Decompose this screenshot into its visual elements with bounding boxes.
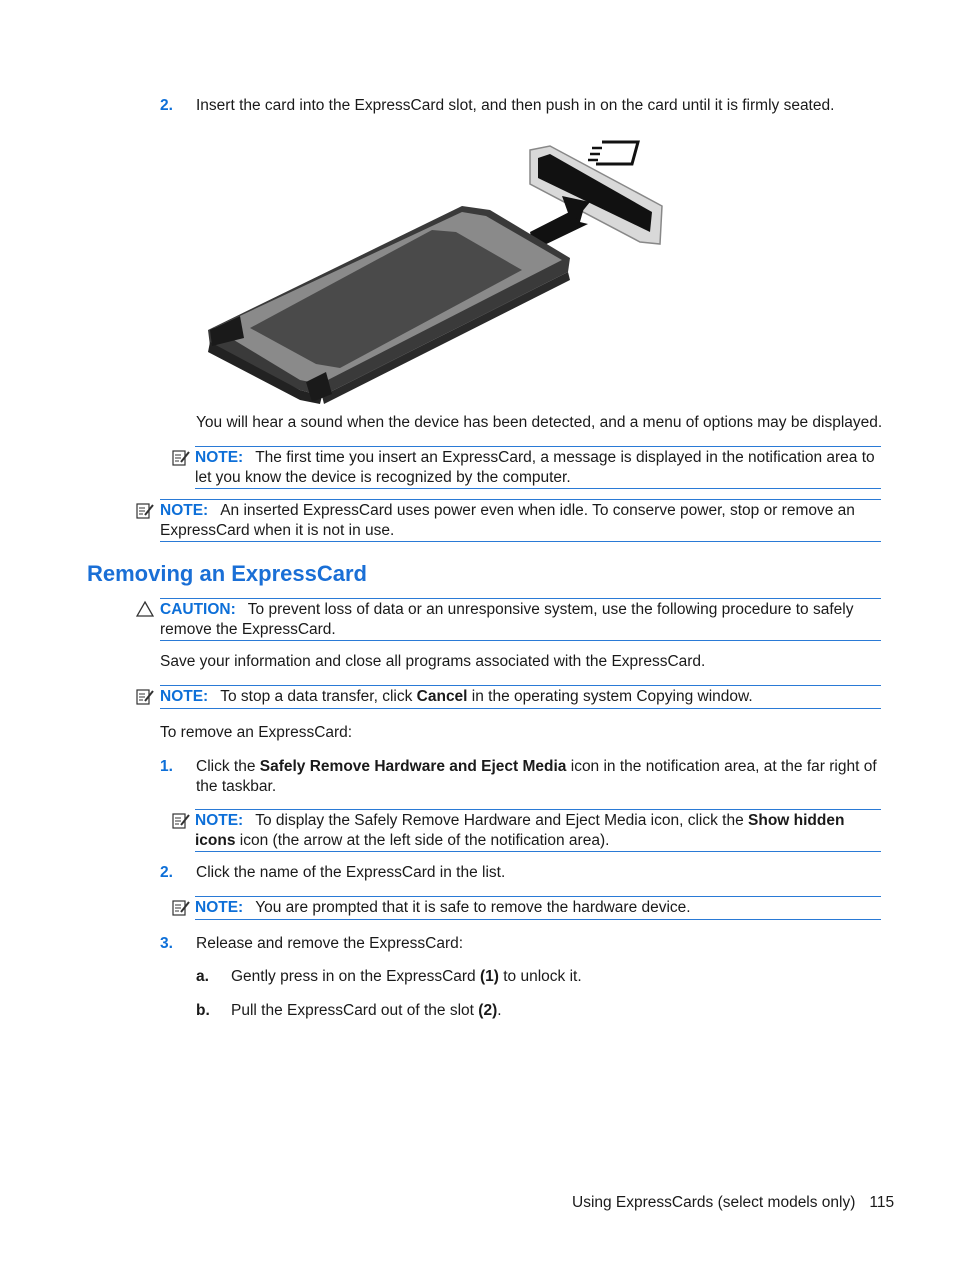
substep-text-post: . <box>497 1002 502 1019</box>
note-pencil-icon <box>136 688 154 706</box>
footer-title: Using ExpressCards (select models only) <box>572 1194 856 1211</box>
step-3-text: Release and remove the ExpressCard: <box>196 935 464 952</box>
note-power <box>160 499 881 542</box>
save-info-text: Save your information and close all programs associated with the ExpressCard. <box>160 653 706 670</box>
note-text-pre: To display the Safely Remove Hardware and Eject Media icon, click the <box>255 812 749 829</box>
note-pencil-icon <box>136 502 154 520</box>
note-text-post: icon (the arrow at the left side of the notification area). <box>235 831 610 849</box>
note-text-pre: To stop a data transfer, click <box>220 688 417 705</box>
note-label: NOTE: <box>195 899 244 916</box>
note-text: An inserted ExpressCard uses power even when idle. To conserve power, stop or remove an ExpressCard when it is not in use. <box>160 502 855 539</box>
step-number: 2. <box>160 864 173 881</box>
show-hidden-term: Show hidden icons <box>195 812 845 849</box>
page-footer <box>572 1193 894 1213</box>
note-pencil-icon <box>172 899 190 917</box>
note-label: NOTE: <box>195 812 244 829</box>
substep-a-text <box>231 967 582 987</box>
note-first-time <box>195 446 881 489</box>
expresscard-insert-illustration <box>200 132 680 404</box>
detection-text: You will hear a sound when the device has been detected, and a menu of options may be displayed. <box>196 414 883 431</box>
substep-letter: b. <box>196 1002 210 1019</box>
callout-number: (2) <box>478 1002 498 1019</box>
caution-label: CAUTION: <box>160 601 236 618</box>
step-number: 2. <box>160 97 173 114</box>
note-text: You are prompted that it is safe to remove the hardware device. <box>255 899 691 916</box>
step-text: Insert the card into the ExpressCard slot, and then push in on the card until it is firmly seated. <box>196 97 835 114</box>
substep-letter: a. <box>196 968 209 985</box>
note-label: NOTE: <box>160 688 209 705</box>
caution-triangle-icon <box>136 600 154 618</box>
note-cancel <box>160 685 881 709</box>
note-text-post: in the operating system Copying window. <box>467 688 753 705</box>
page-number: 115 <box>869 1194 895 1211</box>
caution-text: To prevent loss of data or an unresponsive system, use the following procedure to safely remove the ExpressCard. <box>160 601 854 638</box>
substep-text-pre: Gently press in on the ExpressCard <box>231 968 480 985</box>
step-text-pre: Click the <box>196 758 260 775</box>
note-label: NOTE: <box>160 502 209 519</box>
step-number: 1. <box>160 758 173 775</box>
section-title: Removing an ExpressCard <box>87 561 367 586</box>
note-pencil-icon <box>172 449 190 467</box>
step-1-text <box>196 757 882 796</box>
note-label: NOTE: <box>195 449 244 466</box>
note-safe-remove <box>195 896 881 920</box>
expresscard-icon <box>588 142 638 164</box>
expresscard <box>208 206 570 404</box>
substep-text-pre: Pull the ExpressCard out of the slot <box>231 1002 479 1019</box>
step-2-text: Click the name of the ExpressCard in the list. <box>196 864 506 881</box>
note-text: The first time you insert an ExpressCard, a message is displayed in the notification area to let you know the device is recognized by the computer. <box>195 449 875 486</box>
note-show-hidden <box>195 809 881 852</box>
substep-b-text <box>231 1001 502 1021</box>
step-text-post: icon in the notification area, at the far right of the taskbar. <box>196 758 877 795</box>
caution-box <box>160 598 881 641</box>
safely-remove-term: Safely Remove Hardware and Eject Media <box>259 758 567 775</box>
substep-text-post: to unlock it. <box>498 968 582 985</box>
cancel-term: Cancel <box>416 688 468 705</box>
to-remove-intro: To remove an ExpressCard: <box>160 724 353 741</box>
note-pencil-icon <box>172 812 190 830</box>
step-number: 3. <box>160 935 173 952</box>
callout-number: (1) <box>479 968 499 985</box>
